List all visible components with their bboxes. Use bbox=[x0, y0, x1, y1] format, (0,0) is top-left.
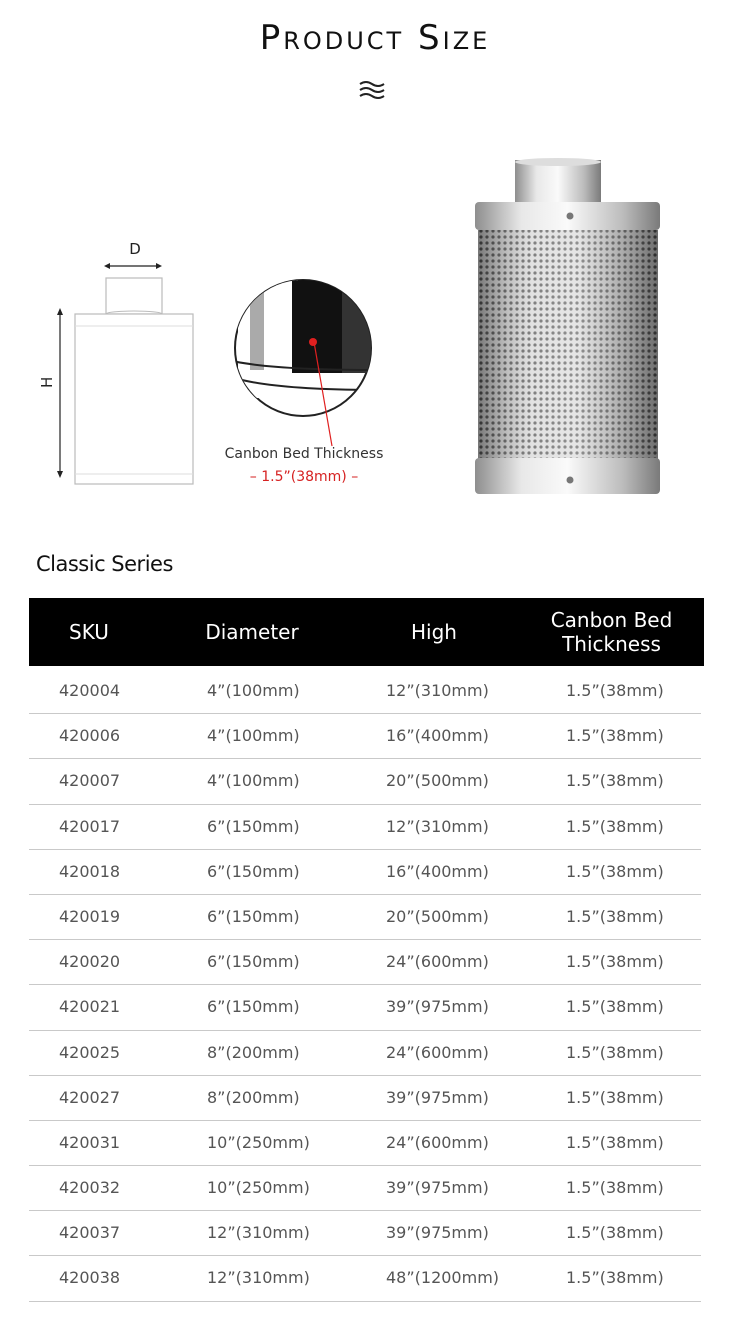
high-cell: 48”(1200mm) bbox=[386, 1268, 500, 1288]
high-cell: 24”(600mm) bbox=[386, 1132, 489, 1152]
sku-cell: 420032 bbox=[59, 1178, 121, 1198]
carbon-bed-caption: Canbon Bed Thickness bbox=[224, 446, 384, 462]
sku-cell: 420020 bbox=[59, 952, 121, 972]
header-carbon-bed: Canbon Bed Thickness bbox=[550, 608, 673, 656]
product-image bbox=[460, 150, 675, 510]
sku-cell: 420019 bbox=[59, 906, 121, 926]
table-row bbox=[29, 1121, 701, 1166]
height-label: H bbox=[38, 376, 56, 388]
sku-cell: 420031 bbox=[59, 1132, 121, 1152]
high-cell: 16”(400mm) bbox=[386, 726, 489, 746]
high-cell: 24”(600mm) bbox=[386, 1042, 489, 1062]
carbon-bed-cell: 1.5”(38mm) bbox=[566, 906, 664, 926]
diameter-cell: 6”(150mm) bbox=[207, 952, 300, 972]
carbon-bed-value: – 1.5”(38mm) – bbox=[249, 469, 359, 485]
high-cell: 16”(400mm) bbox=[386, 861, 489, 881]
diameter-cell: 8”(200mm) bbox=[207, 1087, 300, 1107]
high-cell: 20”(500mm) bbox=[386, 906, 489, 926]
table-row bbox=[29, 940, 701, 985]
carbon-bed-cell: 1.5”(38mm) bbox=[566, 726, 664, 746]
diameter-cell: 6”(150mm) bbox=[207, 816, 300, 836]
carbon-bed-cell: 1.5”(38mm) bbox=[566, 861, 664, 881]
sku-cell: 420007 bbox=[59, 771, 121, 791]
diameter-cell: 12”(310mm) bbox=[207, 1223, 310, 1243]
sku-cell: 420038 bbox=[59, 1268, 121, 1288]
dimension-diagram bbox=[40, 230, 200, 500]
sku-cell: 420021 bbox=[59, 997, 121, 1017]
carbon-bed-cell: 1.5”(38mm) bbox=[566, 681, 664, 700]
diameter-cell: 10”(250mm) bbox=[207, 1178, 310, 1198]
table-row bbox=[29, 1211, 701, 1256]
high-cell: 12”(310mm) bbox=[386, 681, 489, 700]
header-diameter: Diameter bbox=[205, 620, 299, 644]
diameter-cell: 10”(250mm) bbox=[207, 1132, 310, 1152]
sku-cell: 420037 bbox=[59, 1223, 121, 1243]
sku-cell: 420018 bbox=[59, 861, 121, 881]
table-row bbox=[29, 1256, 701, 1301]
diameter-cell: 6”(150mm) bbox=[207, 906, 300, 926]
sku-cell: 420006 bbox=[59, 726, 121, 746]
high-cell: 24”(600mm) bbox=[386, 952, 489, 972]
carbon-bed-cell: 1.5”(38mm) bbox=[566, 1223, 664, 1243]
carbon-bed-cell: 1.5”(38mm) bbox=[566, 997, 664, 1017]
table-row bbox=[29, 985, 701, 1030]
high-cell: 39”(975mm) bbox=[386, 1178, 489, 1198]
page-title: Product Size bbox=[259, 18, 491, 58]
header-high: High bbox=[411, 620, 457, 644]
diameter-cell: 6”(150mm) bbox=[207, 861, 300, 881]
series-title: Classic Series bbox=[36, 552, 173, 576]
sku-cell: 420004 bbox=[59, 681, 121, 700]
high-cell: 12”(310mm) bbox=[386, 816, 489, 836]
diameter-cell: 12”(310mm) bbox=[207, 1268, 310, 1288]
table-row bbox=[29, 714, 701, 759]
diameter-cell: 6”(150mm) bbox=[207, 997, 300, 1017]
carbon-bed-cell: 1.5”(38mm) bbox=[566, 1087, 664, 1107]
callout-line bbox=[300, 340, 340, 450]
carbon-bed-cell: 1.5”(38mm) bbox=[566, 1178, 664, 1198]
table-row bbox=[29, 759, 701, 804]
diameter-label: D bbox=[129, 240, 141, 258]
carbon-bed-cell: 1.5”(38mm) bbox=[566, 1132, 664, 1152]
table-row bbox=[29, 805, 701, 850]
table-row bbox=[29, 1031, 701, 1076]
carbon-bed-cell: 1.5”(38mm) bbox=[566, 952, 664, 972]
diameter-cell: 4”(100mm) bbox=[207, 681, 300, 700]
header-sku: SKU bbox=[69, 620, 109, 644]
high-cell: 39”(975mm) bbox=[386, 997, 489, 1017]
table-header bbox=[29, 598, 704, 666]
carbon-bed-cell: 1.5”(38mm) bbox=[566, 816, 664, 836]
table-row bbox=[29, 850, 701, 895]
sku-cell: 420027 bbox=[59, 1087, 121, 1107]
carbon-bed-cell: 1.5”(38mm) bbox=[566, 771, 664, 791]
wave-divider-icon bbox=[359, 80, 385, 100]
diameter-cell: 8”(200mm) bbox=[207, 1042, 300, 1062]
carbon-bed-cell: 1.5”(38mm) bbox=[566, 1268, 664, 1288]
table-row bbox=[29, 1076, 701, 1121]
high-cell: 39”(975mm) bbox=[386, 1223, 489, 1243]
table-body bbox=[29, 669, 701, 1302]
high-cell: 39”(975mm) bbox=[386, 1087, 489, 1107]
diameter-cell: 4”(100mm) bbox=[207, 771, 300, 791]
table-row bbox=[29, 895, 701, 940]
high-cell: 20”(500mm) bbox=[386, 771, 489, 791]
sku-cell: 420017 bbox=[59, 816, 121, 836]
carbon-bed-cell: 1.5”(38mm) bbox=[566, 1042, 664, 1062]
table-row bbox=[29, 1166, 701, 1211]
table-row bbox=[29, 669, 701, 714]
sku-cell: 420025 bbox=[59, 1042, 121, 1062]
diameter-cell: 4”(100mm) bbox=[207, 726, 300, 746]
